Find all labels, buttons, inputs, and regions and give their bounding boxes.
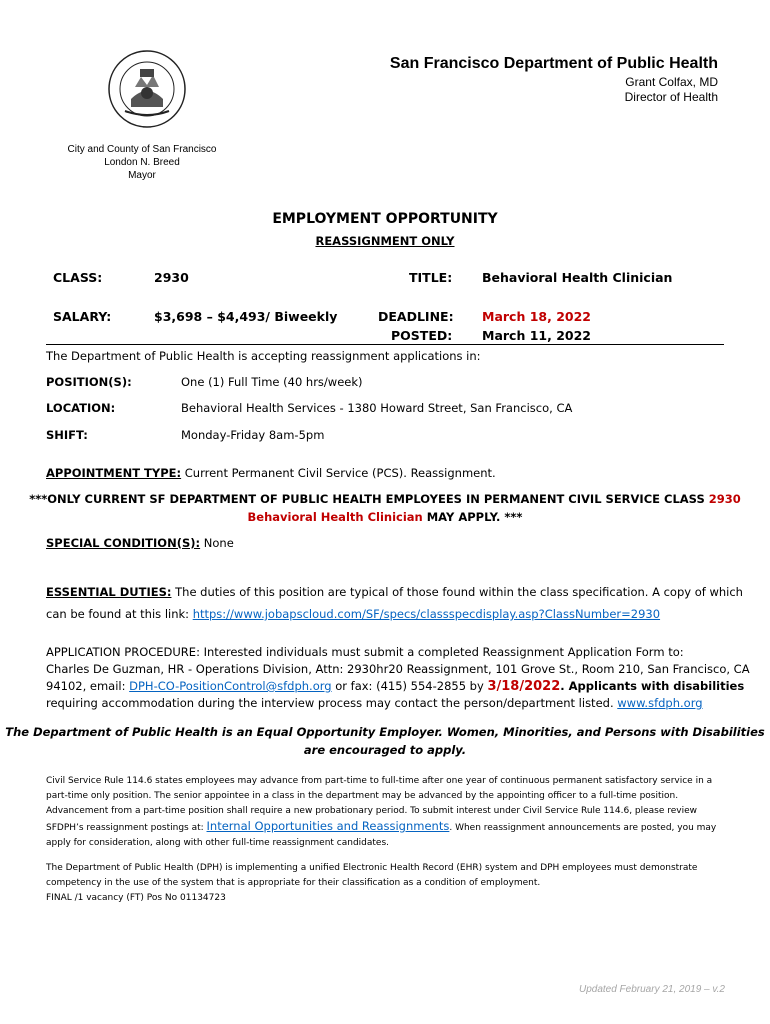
mayor-title: Mayor [128, 170, 156, 181]
deadline-label: DEADLINE: [378, 309, 454, 324]
procedure-line-3b: or fax: (415) 554-2855 by [331, 679, 488, 693]
appointment-label: APPOINTMENT TYPE: [46, 466, 182, 480]
eeo-statement-line1: The Department of Public Health is an Equal Opportunity Employer. Women, Minorities, and Persons with Disabilities [5, 725, 765, 739]
location-label: LOCATION: [46, 401, 116, 415]
city-block [46, 143, 238, 182]
eligibility-notice-line2 [0, 510, 770, 524]
rule-line-2: part-time only position. The senior appointee in a class in the department may be advanced by the appointing officer to a full-time position. [46, 791, 679, 801]
rule-line-3: Advancement from a part-time position shall require a new probationary period. To submit interest under Civil Service Rule 114.6, please review [46, 806, 698, 816]
appointment-line [46, 466, 496, 480]
class-value: 2930 [154, 270, 189, 285]
notice-text-2: MAY APPLY. *** [422, 510, 523, 524]
procedure-line-1: APPLICATION PROCEDURE: Interested individuals must submit a completed Reassignment Application Form to: [46, 645, 684, 659]
procedure-line-2: Charles De Guzman, HR - Operations Division, Attn: 2930hr20 Reassignment, 101 Grove St., Room 210, San Francisco, CA [46, 662, 750, 676]
eligibility-notice [0, 492, 770, 506]
notice-text-1: ***ONLY CURRENT SF DEPARTMENT OF PUBLIC HEALTH EMPLOYEES IN PERMANENT CIVIL SERVICE CLASS [29, 492, 709, 506]
eeo-statement-line2: are encouraged to apply. [303, 743, 467, 757]
internal-opportunities-link[interactable]: Internal Opportunities and Reassignments [206, 819, 450, 833]
notice-class-number: 2930 [708, 492, 741, 506]
salary-value: $3,698 – $4,493/ Biweekly [154, 309, 338, 324]
shift-label: SHIFT: [46, 428, 88, 442]
appointment-value: Current Permanent Civil Service (PCS). Reassignment. [181, 466, 496, 480]
ehr-notice [46, 861, 736, 906]
salary-label: SALARY: [53, 309, 112, 324]
civil-service-rule [46, 774, 736, 851]
mayor-name: London N. Breed [104, 157, 180, 168]
notice-class-name: Behavioral Health Clinician [247, 510, 423, 524]
class-label: CLASS: [53, 270, 103, 285]
procedure-line-3c: . Applicants with disabilities [560, 679, 745, 693]
rule-line-4b: . When reassignment announcements are posted, you may [449, 823, 717, 833]
org-title: San Francisco Department of Public Health [389, 55, 718, 72]
director-title: Director of Health [624, 90, 718, 104]
email-link[interactable]: DPH-CO-PositionControl@sfdph.org [129, 679, 332, 693]
duties-text-1: The duties of this position are typical of those found within the class specification. A copy of which [171, 585, 743, 599]
vacancy-line: FINAL /1 vacancy (FT) Pos No 01134723 [46, 893, 226, 903]
essential-duties [46, 584, 743, 623]
position-label: POSITION(S): [46, 375, 132, 389]
posted-value: March 11, 2022 [482, 328, 591, 343]
page-subtitle: REASSIGNMENT ONLY [315, 234, 455, 248]
application-procedure [46, 644, 750, 712]
city-line: City and County of San Francisco [67, 144, 217, 155]
posted-label: POSTED: [391, 328, 453, 343]
special-value: None [200, 536, 234, 550]
director-block [625, 75, 718, 105]
deadline-value: March 18, 2022 [482, 309, 591, 324]
intro-text: The Department of Public Health is accepting reassignment applications in: [46, 349, 481, 363]
rule-line-1: Civil Service Rule 114.6 states employees may advance from part-time to full-time after one year of continuous permanent satisfactory service in a [46, 776, 713, 786]
ehr-line-2: competency in the use of the system that is appropriate for their classification as a condition of employment. [46, 878, 541, 888]
page-title: EMPLOYMENT OPPORTUNITY [272, 211, 498, 227]
application-deadline: 3/18/2022 [487, 679, 561, 694]
procedure-line-4a: requiring accommodation during the interview process may contact the person/department listed. [46, 696, 618, 710]
rule-line-4a: SFDPH’s reassignment postings at: [46, 823, 207, 833]
shift-value: Monday-Friday 8am-5pm [181, 428, 325, 442]
rule-line-5: apply for consideration, along with other full-time reassignment candidates. [46, 838, 390, 848]
procedure-line-3a: 94102, email: [46, 679, 130, 693]
city-seal-logo [107, 47, 187, 131]
duties-label: ESSENTIAL DUTIES: [46, 585, 172, 599]
class-spec-link[interactable]: https://www.jobapscloud.com/SF/specs/classspecdisplay.asp?ClassNumber=2930 [192, 607, 661, 621]
position-value: One (1) Full Time (40 hrs/week) [181, 375, 363, 389]
website-link[interactable]: www.sfdph.org [617, 696, 703, 710]
special-conditions-line [46, 536, 234, 550]
footer-updated: Updated February 21, 2019 – v.2 [578, 984, 725, 995]
title-label: TITLE: [409, 270, 453, 285]
ehr-line-1: The Department of Public Health (DPH) is implementing a unified Electronic Health Record (EHR) system and DPH employees must demonstrate [46, 863, 698, 873]
duties-text-2: can be found at this link: [46, 607, 193, 621]
director-name: Grant Colfax, MD [625, 75, 718, 89]
title-value: Behavioral Health Clinician [482, 270, 673, 285]
special-label: SPECIAL CONDITION(S): [46, 536, 201, 550]
location-value: Behavioral Health Services - 1380 Howard Street, San Francisco, CA [181, 401, 573, 415]
divider [46, 344, 724, 345]
